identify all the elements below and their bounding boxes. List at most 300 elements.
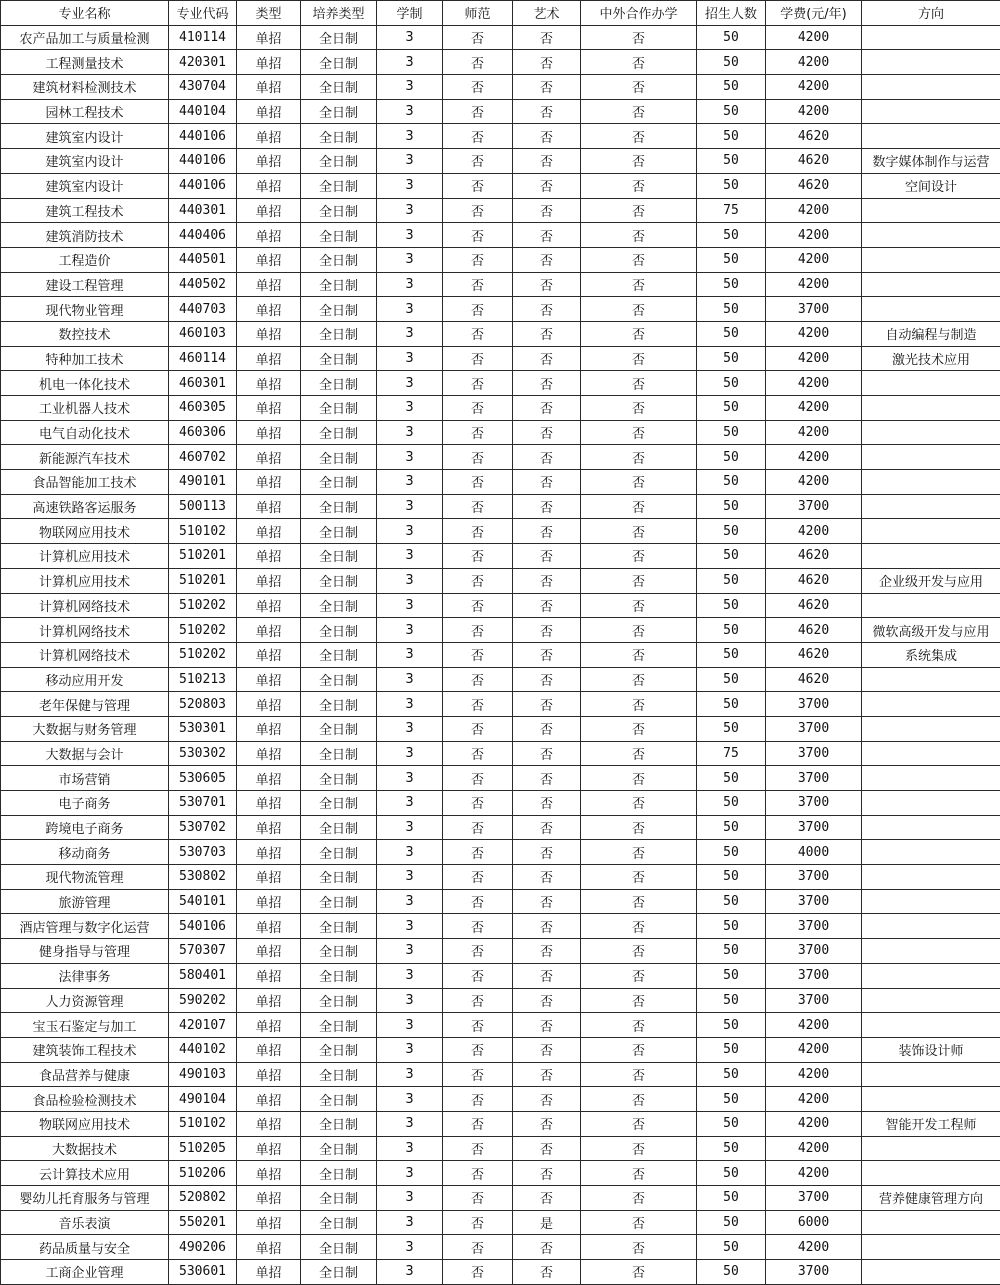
col-study-mode-cell: 全日制 xyxy=(301,865,377,890)
col-direction-cell xyxy=(862,1210,1000,1235)
col-normal-cell: 否 xyxy=(443,173,513,198)
col-major-name-cell: 跨境电子商务 xyxy=(1,815,169,840)
col-tuition-cell: 4200 xyxy=(766,198,862,223)
col-major-name-cell: 高速铁路客运服务 xyxy=(1,494,169,519)
col-enrollment-cell: 50 xyxy=(697,99,766,124)
col-sino-foreign-cell: 否 xyxy=(581,75,697,100)
col-art-cell: 否 xyxy=(513,297,581,322)
col-direction-cell xyxy=(862,297,1000,322)
col-direction-cell xyxy=(862,1235,1000,1260)
col-study-mode-cell: 全日制 xyxy=(301,223,377,248)
col-art-cell: 否 xyxy=(513,568,581,593)
col-tuition-cell: 4200 xyxy=(766,99,862,124)
col-tuition-cell: 4200 xyxy=(766,1087,862,1112)
col-art-cell: 否 xyxy=(513,692,581,717)
col-major-code-cell: 440501 xyxy=(169,247,237,272)
col-sino-foreign-cell: 否 xyxy=(581,692,697,717)
col-major-code-cell: 520803 xyxy=(169,692,237,717)
col-normal-cell: 否 xyxy=(443,1161,513,1186)
col-sino-foreign-cell: 否 xyxy=(581,371,697,396)
col-tuition-cell: 3700 xyxy=(766,297,862,322)
table-row xyxy=(1,568,1000,593)
col-duration-cell: 3 xyxy=(377,716,443,741)
col-normal-cell: 否 xyxy=(443,642,513,667)
col-study-mode-cell: 全日制 xyxy=(301,1161,377,1186)
col-art-cell: 否 xyxy=(513,642,581,667)
col-normal-cell: 否 xyxy=(443,494,513,519)
col-type-cell: 单招 xyxy=(237,1161,301,1186)
col-major-name-cell: 音乐表演 xyxy=(1,1210,169,1235)
col-major-code-cell: 440301 xyxy=(169,198,237,223)
col-sino-foreign-cell: 否 xyxy=(581,642,697,667)
col-duration-cell: 3 xyxy=(377,396,443,421)
col-art-cell: 否 xyxy=(513,1062,581,1087)
col-major-code-cell: 510202 xyxy=(169,593,237,618)
col-major-code-cell: 530702 xyxy=(169,815,237,840)
col-duration-cell: 3 xyxy=(377,99,443,124)
col-major-name-cell: 工程测量技术 xyxy=(1,50,169,75)
table-row xyxy=(1,445,1000,470)
col-duration-cell: 3 xyxy=(377,1235,443,1260)
col-study-mode-cell: 全日制 xyxy=(301,1062,377,1087)
col-direction-cell xyxy=(862,1062,1000,1087)
col-type-cell: 单招 xyxy=(237,297,301,322)
col-study-mode-cell: 全日制 xyxy=(301,618,377,643)
col-major-name-cell: 计算机网络技术 xyxy=(1,593,169,618)
col-art-cell: 否 xyxy=(513,1260,581,1285)
col-art-cell: 否 xyxy=(513,963,581,988)
col-major-name-cell: 机电一体化技术 xyxy=(1,371,169,396)
col-major-code-cell: 530802 xyxy=(169,865,237,890)
col-sino-foreign-cell: 否 xyxy=(581,1186,697,1211)
table-row xyxy=(1,99,1000,124)
col-tuition-cell: 4620 xyxy=(766,642,862,667)
col-sino-foreign-cell: 否 xyxy=(581,321,697,346)
col-enrollment-cell: 50 xyxy=(697,1037,766,1062)
col-normal-cell: 否 xyxy=(443,568,513,593)
table-row xyxy=(1,988,1000,1013)
col-major-name-cell: 健身指导与管理 xyxy=(1,939,169,964)
col-type-cell: 单招 xyxy=(237,1037,301,1062)
col-study-mode-cell: 全日制 xyxy=(301,124,377,149)
col-art-cell: 否 xyxy=(513,766,581,791)
col-type-cell: 单招 xyxy=(237,692,301,717)
col-study-mode-cell: 全日制 xyxy=(301,1260,377,1285)
col-art-cell: 否 xyxy=(513,470,581,495)
table-row xyxy=(1,963,1000,988)
col-study-mode-cell: 全日制 xyxy=(301,544,377,569)
col-major-code-cell: 420301 xyxy=(169,50,237,75)
col-sino-foreign-cell: 否 xyxy=(581,50,697,75)
col-direction-cell xyxy=(862,75,1000,100)
col-tuition-cell: 4200 xyxy=(766,75,862,100)
col-study-mode-cell: 全日制 xyxy=(301,198,377,223)
col-normal-cell: 否 xyxy=(443,247,513,272)
col-sino-foreign-cell: 否 xyxy=(581,766,697,791)
col-direction-cell xyxy=(862,445,1000,470)
col-sino-foreign-cell: 否 xyxy=(581,99,697,124)
col-art-cell: 否 xyxy=(513,1087,581,1112)
col-type-cell: 单招 xyxy=(237,247,301,272)
col-study-mode-cell: 全日制 xyxy=(301,716,377,741)
col-sino-foreign-cell: 否 xyxy=(581,1037,697,1062)
col-sino-foreign-cell: 否 xyxy=(581,297,697,322)
col-type-cell: 单招 xyxy=(237,939,301,964)
col-direction-cell xyxy=(862,1136,1000,1161)
col-direction-cell xyxy=(862,692,1000,717)
col-enrollment-cell: 50 xyxy=(697,692,766,717)
col-enrollment-cell: 50 xyxy=(697,519,766,544)
col-enrollment-cell: 50 xyxy=(697,1186,766,1211)
col-tuition-cell: 4200 xyxy=(766,223,862,248)
header-row xyxy=(1,1,1000,26)
table-row xyxy=(1,766,1000,791)
col-major-name-cell: 建筑室内设计 xyxy=(1,149,169,174)
col-major-name-cell: 计算机网络技术 xyxy=(1,618,169,643)
table-row xyxy=(1,1062,1000,1087)
col-tuition-cell: 3700 xyxy=(766,692,862,717)
col-major-code-cell: 440102 xyxy=(169,1037,237,1062)
col-direction-cell: 企业级开发与应用 xyxy=(862,568,1000,593)
col-sino-foreign-cell: 否 xyxy=(581,667,697,692)
col-sino-foreign-cell: 否 xyxy=(581,420,697,445)
col-tuition-cell: 4200 xyxy=(766,1062,862,1087)
col-major-code-cell: 550201 xyxy=(169,1210,237,1235)
col-tuition-cell: 4200 xyxy=(766,470,862,495)
col-art-cell: 否 xyxy=(513,914,581,939)
col-sino-foreign-cell: 否 xyxy=(581,865,697,890)
col-type-cell: 单招 xyxy=(237,173,301,198)
col-type-cell: 单招 xyxy=(237,791,301,816)
col-duration-cell: 3 xyxy=(377,568,443,593)
col-enrollment-cell: 50 xyxy=(697,963,766,988)
col-enrollment-cell: 50 xyxy=(697,988,766,1013)
col-duration-cell: 3 xyxy=(377,519,443,544)
col-art-cell: 否 xyxy=(513,593,581,618)
col-study-mode-cell: 全日制 xyxy=(301,914,377,939)
col-enrollment-cell: 50 xyxy=(697,25,766,50)
col-type-cell: 单招 xyxy=(237,272,301,297)
col-tuition-cell: 6000 xyxy=(766,1210,862,1235)
col-type-cell: 单招 xyxy=(237,840,301,865)
col-study-mode-cell: 全日制 xyxy=(301,1037,377,1062)
col-major-code-cell: 510201 xyxy=(169,568,237,593)
col-direction-cell xyxy=(862,963,1000,988)
col-major-name-header: 专业名称 xyxy=(1,1,169,26)
col-direction-cell xyxy=(862,396,1000,421)
col-sino-foreign-cell: 否 xyxy=(581,124,697,149)
col-tuition-cell: 4200 xyxy=(766,321,862,346)
col-duration-cell: 3 xyxy=(377,1062,443,1087)
col-normal-cell: 否 xyxy=(443,25,513,50)
col-major-name-cell: 老年保健与管理 xyxy=(1,692,169,717)
col-normal-cell: 否 xyxy=(443,815,513,840)
col-normal-cell: 否 xyxy=(443,445,513,470)
col-sino-foreign-cell: 否 xyxy=(581,173,697,198)
col-direction-cell: 激光技术应用 xyxy=(862,346,1000,371)
col-duration-cell: 3 xyxy=(377,494,443,519)
col-normal-cell: 否 xyxy=(443,766,513,791)
col-type-cell: 单招 xyxy=(237,321,301,346)
table-row xyxy=(1,25,1000,50)
col-art-cell: 否 xyxy=(513,321,581,346)
col-type-cell: 单招 xyxy=(237,568,301,593)
col-enrollment-cell: 50 xyxy=(697,371,766,396)
col-art-cell: 否 xyxy=(513,1235,581,1260)
col-direction-cell xyxy=(862,988,1000,1013)
col-enrollment-cell: 50 xyxy=(697,445,766,470)
col-normal-cell: 否 xyxy=(443,297,513,322)
col-type-cell: 单招 xyxy=(237,1013,301,1038)
col-type-cell: 单招 xyxy=(237,396,301,421)
col-sino-foreign-cell: 否 xyxy=(581,1161,697,1186)
col-tuition-cell: 3700 xyxy=(766,939,862,964)
col-normal-cell: 否 xyxy=(443,988,513,1013)
col-major-name-cell: 云计算技术应用 xyxy=(1,1161,169,1186)
col-direction-cell xyxy=(862,272,1000,297)
table-row xyxy=(1,1037,1000,1062)
col-direction-cell xyxy=(862,247,1000,272)
table-row xyxy=(1,173,1000,198)
col-duration-cell: 3 xyxy=(377,50,443,75)
col-art-cell: 否 xyxy=(513,939,581,964)
col-duration-cell: 3 xyxy=(377,1136,443,1161)
col-tuition-cell: 4200 xyxy=(766,1136,862,1161)
col-normal-cell: 否 xyxy=(443,544,513,569)
col-duration-cell: 3 xyxy=(377,766,443,791)
col-duration-cell: 3 xyxy=(377,914,443,939)
col-major-code-cell: 440106 xyxy=(169,173,237,198)
col-major-name-cell: 数控技术 xyxy=(1,321,169,346)
col-sino-foreign-cell: 否 xyxy=(581,1136,697,1161)
col-major-code-cell: 530605 xyxy=(169,766,237,791)
col-study-mode-cell: 全日制 xyxy=(301,247,377,272)
col-tuition-cell: 4200 xyxy=(766,396,862,421)
col-tuition-cell: 4200 xyxy=(766,1013,862,1038)
col-direction-cell xyxy=(862,519,1000,544)
col-duration-cell: 3 xyxy=(377,247,443,272)
col-type-cell: 单招 xyxy=(237,667,301,692)
col-duration-cell: 3 xyxy=(377,642,443,667)
col-major-code-cell: 510201 xyxy=(169,544,237,569)
col-duration-cell: 3 xyxy=(377,223,443,248)
col-tuition-cell: 4200 xyxy=(766,420,862,445)
col-sino-foreign-cell: 否 xyxy=(581,741,697,766)
col-enrollment-cell: 50 xyxy=(697,791,766,816)
col-enrollment-cell: 50 xyxy=(697,865,766,890)
col-duration-cell: 3 xyxy=(377,198,443,223)
col-sino-foreign-cell: 否 xyxy=(581,1062,697,1087)
col-art-cell: 否 xyxy=(513,741,581,766)
col-type-cell: 单招 xyxy=(237,815,301,840)
col-enrollment-cell: 50 xyxy=(697,470,766,495)
col-enrollment-cell: 75 xyxy=(697,741,766,766)
col-sino-foreign-cell: 否 xyxy=(581,346,697,371)
col-enrollment-cell: 50 xyxy=(697,667,766,692)
col-art-cell: 否 xyxy=(513,396,581,421)
col-type-cell: 单招 xyxy=(237,963,301,988)
col-major-name-cell: 宝玉石鉴定与加工 xyxy=(1,1013,169,1038)
table-row xyxy=(1,124,1000,149)
col-duration-cell: 3 xyxy=(377,963,443,988)
col-art-cell: 否 xyxy=(513,420,581,445)
col-direction-cell xyxy=(862,914,1000,939)
col-direction-cell xyxy=(862,865,1000,890)
table-row xyxy=(1,692,1000,717)
col-enrollment-cell: 50 xyxy=(697,494,766,519)
col-tuition-cell: 4620 xyxy=(766,124,862,149)
col-direction-cell xyxy=(862,1087,1000,1112)
col-enrollment-cell: 50 xyxy=(697,1013,766,1038)
col-sino-foreign-cell: 否 xyxy=(581,445,697,470)
col-enrollment-cell: 50 xyxy=(697,297,766,322)
col-major-code-cell: 440703 xyxy=(169,297,237,322)
col-major-code-cell: 530703 xyxy=(169,840,237,865)
col-art-cell: 否 xyxy=(513,99,581,124)
col-direction-cell xyxy=(862,815,1000,840)
col-tuition-cell: 3700 xyxy=(766,494,862,519)
col-major-name-cell: 建筑室内设计 xyxy=(1,173,169,198)
col-major-code-cell: 530301 xyxy=(169,716,237,741)
col-study-mode-cell: 全日制 xyxy=(301,371,377,396)
table-row xyxy=(1,939,1000,964)
table-row xyxy=(1,791,1000,816)
table-row xyxy=(1,1210,1000,1235)
col-sino-foreign-cell: 否 xyxy=(581,544,697,569)
col-major-name-cell: 移动商务 xyxy=(1,840,169,865)
col-sino-foreign-cell: 否 xyxy=(581,889,697,914)
col-art-cell: 否 xyxy=(513,25,581,50)
col-study-mode-cell: 全日制 xyxy=(301,1013,377,1038)
col-normal-cell: 否 xyxy=(443,1013,513,1038)
table-row xyxy=(1,716,1000,741)
col-direction-header: 方向 xyxy=(862,1,1000,26)
col-art-cell: 否 xyxy=(513,272,581,297)
col-major-name-cell: 电子商务 xyxy=(1,791,169,816)
col-tuition-cell: 3700 xyxy=(766,914,862,939)
col-normal-cell: 否 xyxy=(443,667,513,692)
col-study-mode-cell: 全日制 xyxy=(301,272,377,297)
col-major-code-cell: 410114 xyxy=(169,25,237,50)
col-major-code-cell: 510205 xyxy=(169,1136,237,1161)
col-duration-cell: 3 xyxy=(377,297,443,322)
col-normal-cell: 否 xyxy=(443,1186,513,1211)
col-study-mode-cell: 全日制 xyxy=(301,593,377,618)
col-duration-cell: 3 xyxy=(377,1037,443,1062)
col-sino-foreign-cell: 否 xyxy=(581,25,697,50)
col-study-mode-cell: 全日制 xyxy=(301,1136,377,1161)
col-normal-cell: 否 xyxy=(443,1235,513,1260)
table-row xyxy=(1,1186,1000,1211)
col-major-name-cell: 物联网应用技术 xyxy=(1,1111,169,1136)
col-tuition-cell: 4620 xyxy=(766,173,862,198)
col-normal-cell: 否 xyxy=(443,741,513,766)
col-type-cell: 单招 xyxy=(237,889,301,914)
col-normal-cell: 否 xyxy=(443,198,513,223)
col-major-name-cell: 计算机应用技术 xyxy=(1,544,169,569)
col-enrollment-cell: 50 xyxy=(697,173,766,198)
table-row xyxy=(1,297,1000,322)
col-sino-foreign-cell: 否 xyxy=(581,840,697,865)
col-tuition-cell: 4200 xyxy=(766,1111,862,1136)
col-normal-cell: 否 xyxy=(443,791,513,816)
col-duration-header: 学制 xyxy=(377,1,443,26)
col-tuition-cell: 4620 xyxy=(766,544,862,569)
col-tuition-cell: 4000 xyxy=(766,840,862,865)
col-sino-foreign-cell: 否 xyxy=(581,223,697,248)
col-study-mode-cell: 全日制 xyxy=(301,99,377,124)
col-art-cell: 是 xyxy=(513,1210,581,1235)
col-enrollment-cell: 50 xyxy=(697,124,766,149)
table-row xyxy=(1,420,1000,445)
col-study-mode-cell: 全日制 xyxy=(301,494,377,519)
col-major-name-cell: 现代物流管理 xyxy=(1,865,169,890)
col-art-cell: 否 xyxy=(513,173,581,198)
col-major-name-cell: 食品检验检测技术 xyxy=(1,1087,169,1112)
col-type-cell: 单招 xyxy=(237,470,301,495)
col-direction-cell xyxy=(862,470,1000,495)
col-sino-foreign-cell: 否 xyxy=(581,1235,697,1260)
col-study-mode-cell: 全日制 xyxy=(301,815,377,840)
table-row xyxy=(1,1136,1000,1161)
col-study-mode-cell: 全日制 xyxy=(301,692,377,717)
col-study-mode-cell: 全日制 xyxy=(301,25,377,50)
col-art-cell: 否 xyxy=(513,667,581,692)
table-body xyxy=(1,25,1000,1284)
col-major-code-cell: 540101 xyxy=(169,889,237,914)
col-direction-cell xyxy=(862,1161,1000,1186)
table-row xyxy=(1,149,1000,174)
col-type-cell: 单招 xyxy=(237,1186,301,1211)
col-study-mode-cell: 全日制 xyxy=(301,667,377,692)
table-row xyxy=(1,544,1000,569)
table-row xyxy=(1,346,1000,371)
col-normal-cell: 否 xyxy=(443,149,513,174)
col-tuition-cell: 3700 xyxy=(766,716,862,741)
col-art-cell: 否 xyxy=(513,1037,581,1062)
col-type-header: 类型 xyxy=(237,1,301,26)
table-row xyxy=(1,914,1000,939)
col-study-mode-cell: 全日制 xyxy=(301,297,377,322)
col-major-code-cell: 530302 xyxy=(169,741,237,766)
table-row xyxy=(1,667,1000,692)
col-tuition-cell: 4620 xyxy=(766,568,862,593)
table-row xyxy=(1,321,1000,346)
col-sino-foreign-header: 中外合作办学 xyxy=(581,1,697,26)
col-duration-cell: 3 xyxy=(377,1087,443,1112)
col-tuition-cell: 4200 xyxy=(766,371,862,396)
col-duration-cell: 3 xyxy=(377,1111,443,1136)
table-row xyxy=(1,396,1000,421)
table-row xyxy=(1,1260,1000,1285)
col-tuition-cell: 4200 xyxy=(766,272,862,297)
col-tuition-cell: 3700 xyxy=(766,1260,862,1285)
col-study-mode-cell: 全日制 xyxy=(301,889,377,914)
col-direction-cell: 空间设计 xyxy=(862,173,1000,198)
table-row xyxy=(1,815,1000,840)
col-major-code-cell: 430704 xyxy=(169,75,237,100)
col-tuition-cell: 3700 xyxy=(766,889,862,914)
col-duration-cell: 3 xyxy=(377,1013,443,1038)
col-tuition-cell: 4200 xyxy=(766,445,862,470)
col-duration-cell: 3 xyxy=(377,840,443,865)
col-enrollment-cell: 50 xyxy=(697,642,766,667)
table-row xyxy=(1,741,1000,766)
col-normal-cell: 否 xyxy=(443,939,513,964)
col-type-cell: 单招 xyxy=(237,420,301,445)
col-tuition-cell: 3700 xyxy=(766,766,862,791)
col-major-name-cell: 物联网应用技术 xyxy=(1,519,169,544)
